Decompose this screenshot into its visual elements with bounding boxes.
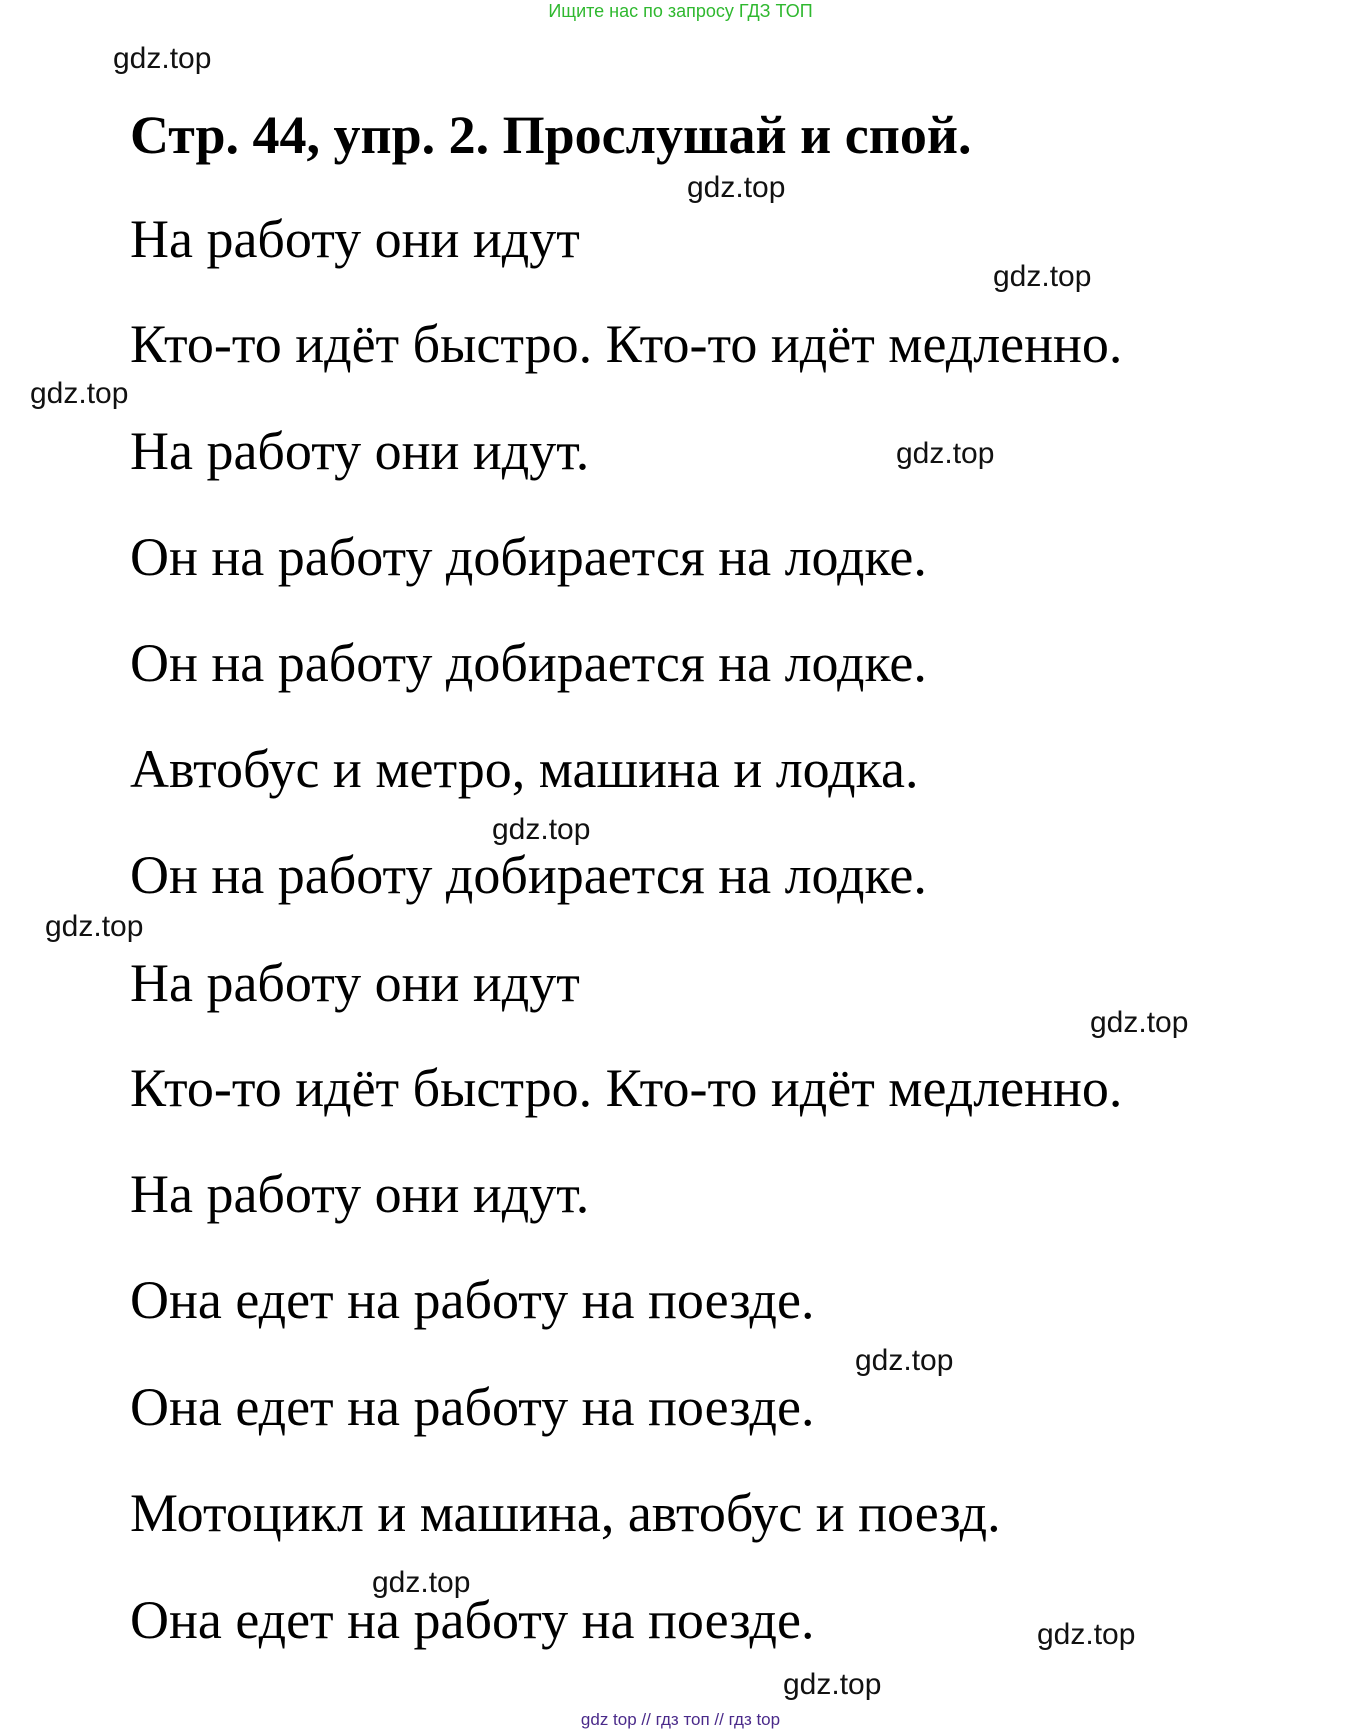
song-line: На работу они идут <box>130 953 580 1013</box>
song-line: На работу они идут. <box>130 421 590 481</box>
watermark: gdz.top <box>896 437 995 470</box>
watermark: gdz.top <box>783 1668 882 1701</box>
song-line: Он на работу добирается на лодке. <box>130 633 927 693</box>
song-line: Она едет на работу на поезде. <box>130 1377 815 1437</box>
song-line: На работу они идут <box>130 209 580 269</box>
watermark: gdz.top <box>492 813 591 846</box>
watermark: gdz.top <box>1037 1618 1136 1651</box>
song-line: Кто-то идёт быстро. Кто-то идёт медленно. <box>130 314 1123 374</box>
song-line: Она едет на работу на поезде. <box>130 1590 815 1650</box>
watermark: gdz.top <box>113 42 212 75</box>
watermark: gdz.top <box>45 910 144 943</box>
song-line: Автобус и метро, машина и лодка. <box>130 739 919 799</box>
song-line: Кто-то идёт быстро. Кто-то идёт медленно. <box>130 1058 1123 1118</box>
top-banner: Ищите нас по запросу ГДЗ ТОП <box>548 1 813 21</box>
footer-links: gdz top // гдз топ // гдз top <box>580 1710 781 1729</box>
watermark: gdz.top <box>30 377 129 410</box>
watermark: gdz.top <box>372 1566 471 1599</box>
song-line: На работу они идут. <box>130 1164 590 1224</box>
song-line: Он на работу добирается на лодке. <box>130 845 927 905</box>
song-line: Она едет на работу на поезде. <box>130 1270 815 1330</box>
song-line: Он на работу добирается на лодке. <box>130 527 927 587</box>
song-line: Мотоцикл и машина, автобус и поезд. <box>130 1483 1001 1543</box>
page-title: Стр. 44, упр. 2. Прослушай и спой. <box>130 105 972 165</box>
watermark: gdz.top <box>687 171 786 204</box>
watermark: gdz.top <box>855 1344 954 1377</box>
watermark: gdz.top <box>993 260 1092 293</box>
watermark: gdz.top <box>1090 1006 1189 1039</box>
